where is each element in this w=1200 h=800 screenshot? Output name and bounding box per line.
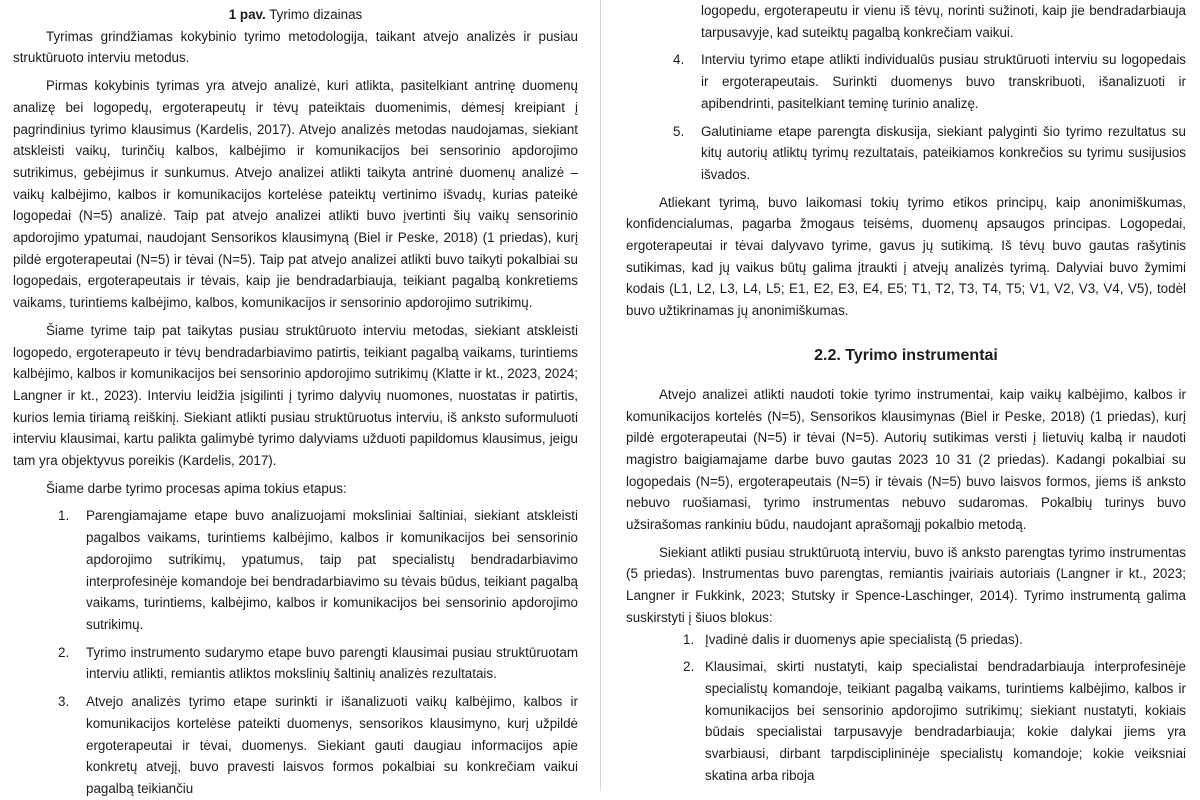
- page-divider: [600, 0, 601, 791]
- section-heading: 2.2. Tyrimo instrumentai: [814, 346, 998, 364]
- stages-list-continued: [626, 0, 1186, 186]
- list-item: [13, 691, 578, 800]
- list-number: 3.: [58, 694, 70, 710]
- left-page: [13, 0, 578, 800]
- list-text: Tyrimo instrumento sudarymo etape buvo parengti klausimai pusiau struktūruotam interviu atlikti, remiantis atliktos mokslinių šaltinių analizės rezultatais.: [86, 644, 578, 682]
- paragraph-ethics: Atliekant tyrimą, buvo laikomasi tokių tyrimo etikos principų, kaip anonimiškumas, konfidencialumas, pagarba žmogaus teisėms, duomenų apsaugos principas. Logopedai, ergoterapeutai ir tėvai dalyvavo tyrime, gavus jų sutikimą. Iš tėvų buvo gautas rašytinis sutikimas, kad jų vaikus būtų galima įtraukti į atvejų analizės tyrimą. Dalyviai buvo žymimi kodais (L1, L2, L3, L4, L5; E1, E2, E3, E4, E5; T1, T2, T3, T4, T5; V1, V2, V3, V4, V5), todėl buvo užtikrinamas jų anonimiškumas.: [626, 194, 1186, 319]
- list-number: 2.: [58, 644, 70, 660]
- figure-number: 1 pav.: [228, 7, 266, 22]
- list-text: Įvadinė dalis ir duomenys apie specialistą (5 priedas).: [705, 631, 1023, 647]
- list-number: 1.: [58, 508, 70, 524]
- list-number: 2.: [683, 659, 695, 675]
- list-number: [673, 0, 701, 43]
- list-text: Galutiniame etape parengta diskusija, siekiant palyginti šio tyrimo rezultatus su kitų autorių atliktų tyrimų rezultatais, pateikiamos konkrečios su tyrimu susijusios išvados.: [701, 123, 1186, 182]
- right-page: [626, 0, 1186, 787]
- paragraph-case-analysis: Pirmas kokybinis tyrimas yra atvejo analizė, kuri atlikta, pasitelkiant antrinę duomenų analizę bei logopedų, ergoterapeutų ir tėvų pateiktais duomenimis, dėmesį kreipiant į pagrindinius tyrimo klausimus (Kardelis, 2017). Atvejo analizės metodas naudojamas, siekiant atskleisti vaikų, turinčių kalbos, kalbėjimo ir komunikacijos bei sensorinio apdorojimo sutrikimus, gebėjimus ir sunkumus. Atvejo analizei atlikti taikyta antrinė duomenų analizė – vaikų kalbėjimo, kalbos ir komunikacijos kortelėse pateiktų vertinimo išvadų, kurias pateikė logopedai (N=5) analizė. Taip pat atvejo analizei atlikti buvo įvertinti šių vaikų sensorinio apdorojimo ypatumai, naudojant Sensorikos klausimyną (Biel ir Peske, 2018) (1 priedas), kurį pildė ergoterapeutai (N=5) ir tėvai (N=5). Taip pat atvejo analizei atlikti buvo taikyti pokalbiai su logopedais, ergoterapeutais ir tėvais, kaip jie bendradarbiauja, teikiant pagalbą konkretiems vaikams, turintiems kalbėjimo, kalbos, komunikacijos ir sensorinio apdorojimo sutrikimų.: [13, 78, 578, 311]
- list-item: [13, 642, 578, 685]
- paragraph-stages-intro: Šiame darbe tyrimo procesas apima tokius etapus:: [46, 480, 347, 496]
- list-item: [626, 656, 1186, 786]
- paragraph-instruments: Atvejo analizei atlikti naudoti tokie tyrimo instrumentai, kaip vaikų kalbėjimo, kalbos ir komunikacijos kortelės (N=5), Sensorikos klausimynas (Biel ir Peske, 2018) (1 priedas), kurį pildė ergoterapeutai (N=5) ir tėvai (N=5). Autorių sutikimas versti į lietuvių kalbą ir naudoti magistro baigiamajame darbe buvo gautas 2023 10 31 (2 priedas). Kadangi pokalbiai su logopedais (N=5), ergoterapeutais (N=5) ir tėvais (N=5) buvo laisvos formos, jiems iš anksto nebuvo ruošiamasi, tyrimo instrumentas nebuvo sudaromas. Pokalbių turinys buvo užsirašomas rankiniu būdu, naudojant aprašomąjį pokalbio metodą.: [626, 386, 1186, 533]
- list-item: [626, 0, 1186, 43]
- list-number: 4.: [673, 52, 685, 68]
- list-text: Parengiamajame etape buvo analizuojami moksliniai šaltiniai, siekiant atskleisti pagalbos vaikams, turintiems kalbėjimo, kalbos ir komunikacijos bei sensorinio apdorojimo sutrikimų, ypatumus, taip pat specialistų bendradarbiavimo interprofesinėje komandoje bei bendradarbiavimo su tėvais būdus, teikiant pagalbą vaikams, turintiems, kalbėjimo, kalbos ir komunikacijos bei sensorinio apdorojimo sutrikimų.: [86, 508, 578, 632]
- list-item: [626, 629, 1186, 651]
- figure-caption: [13, 4, 578, 26]
- list-text: Interviu tyrimo etape atlikti individualūs pusiau struktūruoti interviu su logopedais ir ergoterapeutais. Surinkti duomenys buvo transkribuoti, išanalizuoti ir apibendrinti, pasitelkiant teminę turinio analizę.: [701, 52, 1186, 111]
- paragraph-methodology: Tyrimas grindžiamas kokybinio tyrimo metodologija, taikant atvejo analizės ir pusiau struktūruoto interviu metodus.: [13, 28, 578, 66]
- figure-caption-text: Tyrimo dizainas: [265, 7, 363, 22]
- list-number: 5.: [673, 123, 685, 139]
- list-item: [13, 505, 578, 635]
- list-text: logopedu, ergoterapeutu ir vienu iš tėvų, norinti sužinoti, kaip jie bendradarbiauja tarpusavyje, kad suteiktų pagalbą konkrečiam vaikui.: [701, 3, 1186, 40]
- list-item: [626, 49, 1186, 114]
- paragraph-interview-method: Šiame tyrime taip pat taikytas pusiau struktūruoto interviu metodas, siekiant atskleisti logopedo, ergoterapeuto ir tėvų bendradarbiavimo patirtis, teikiant pagalbą vaikams, turintiems kalbėjimo, kalbos ir komunikacijos bei sensorinio apdorojimo sutrikimų (Klatte ir kt., 2023, 2024; Langner ir kt., 2023). Interviu leidžia įsigilinti į tyrimo dalyvių nuomones, nuostatas ir patirtis, kurios lemia tiriamą reiškinį. Siekiant atlikti pusiau struktūruotus interviu, iš anksto suformuluoti interviu klausimai, kartu palikta galimybė tyrimo dalyviams užduoti papildomus klausimus, jeigu tam yra objektyvus poreikis (Kardelis, 2017).: [13, 322, 578, 469]
- list-text: Klausimai, skirti nustatyti, kaip specialistai bendradarbiauja interprofesinėje specialistų komandoje, teikiant pagalbą vaikams, turintiems kalbėjimo, kalbos ir komunikacijos bei sensorinio apdorojimo sutrikimų; siekiant nustatyti, kokiais būdais specialistai tarpusavyje bendradarbiauja; kokie dalykai jiems yra svarbiausi, dirbant tarpdisciplininėje specialistų komandoje; kokie veiksniai skatina arba riboja: [705, 659, 1186, 783]
- stages-list: [13, 505, 578, 799]
- list-text: Atvejo analizės tyrimo etape surinkti ir išanalizuoti vaikų kalbėjimo, kalbos ir komunikacijos kortelėse pateikti duomenys, sensorikos klausimyno, kurį užpildė ergoterapeutai ir tėvai, duomenys. Siekiant gauti daugiau informacijos apie konkretų atvejį, buvo pravesti laisvos formos pokalbiai su konkrečiam vaikui pagalbą teikiančiu: [86, 694, 578, 796]
- paragraph-interview-instrument: Siekiant atlikti pusiau struktūruotą interviu, buvo iš anksto parengtas tyrimo instrumentas (5 priedas). Instrumentas buvo parengtas, remiantis įvairiais autoriais (Langner ir kt., 2023; Langner ir Fukkink, 2023; Stutsky ir Spence-Laschinger, 2014). Tyrimo instrumentą galima suskirstyti į šiuos blokus:: [626, 544, 1186, 625]
- blocks-list: [626, 629, 1186, 787]
- list-number: 1.: [683, 631, 695, 647]
- list-item: [626, 121, 1186, 186]
